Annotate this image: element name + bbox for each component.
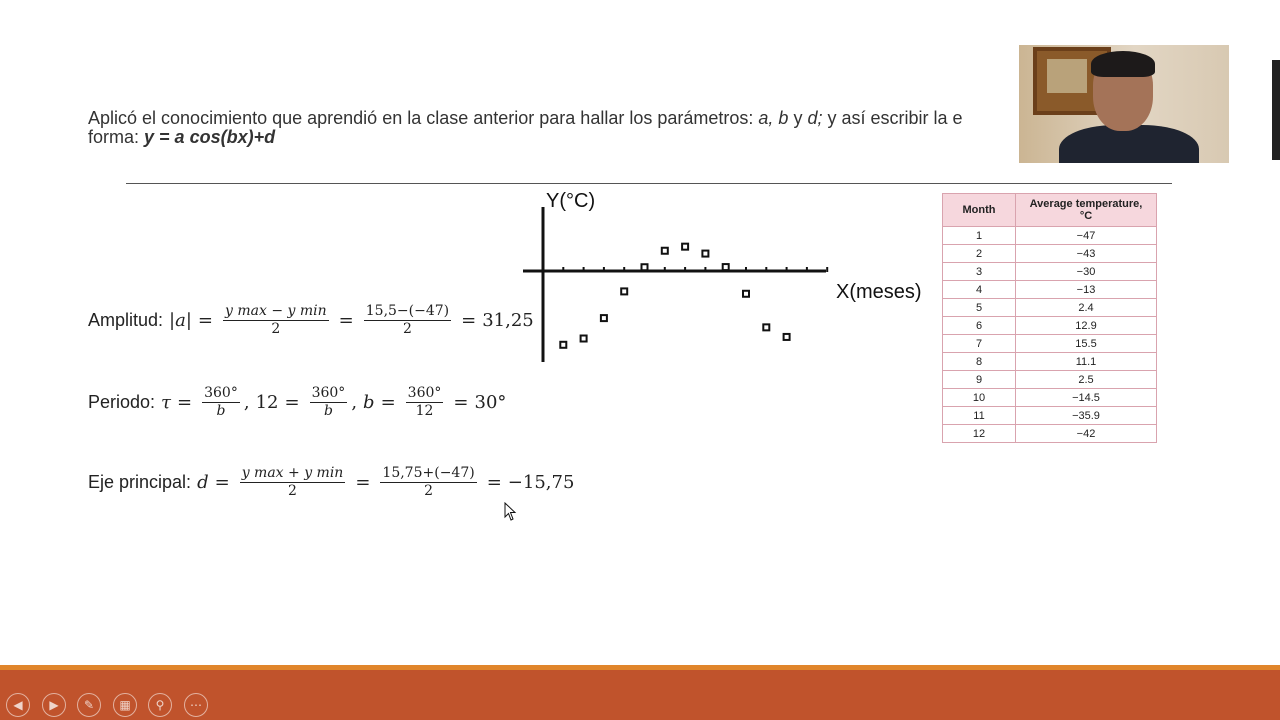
previous-icon[interactable]: ◀ bbox=[6, 693, 30, 717]
mouse-cursor-icon bbox=[504, 502, 518, 522]
periodo-tau: τ bbox=[161, 392, 172, 413]
table-cell-month: 4 bbox=[943, 281, 1016, 299]
periodo-num3: 360° bbox=[407, 385, 442, 401]
webcam-video bbox=[1019, 45, 1229, 163]
table-cell-month: 1 bbox=[943, 227, 1016, 245]
amplitud-lhs: |a| bbox=[169, 310, 192, 331]
amplitud-fraction-2 bbox=[364, 303, 451, 338]
pen-icon[interactable]: ✎ bbox=[77, 693, 101, 717]
table-cell-temperature: 2.5 bbox=[1016, 371, 1157, 389]
table-body bbox=[943, 227, 1157, 443]
data-point bbox=[581, 336, 587, 342]
eje-line: Eje principal: d = $\frac{\text{y max + y min}}{2}$ = $\frac{15,75+(-47)}{2}$ = −15,75 bbox=[88, 465, 575, 499]
intro-y-word: y bbox=[793, 108, 803, 128]
data-point bbox=[784, 334, 790, 340]
intro-line1-suffix: y así escribir la e bbox=[827, 108, 963, 128]
amplitud-num2: 15,5−(−47) bbox=[365, 303, 450, 319]
table-row bbox=[943, 425, 1157, 443]
intro-params: a, b bbox=[758, 108, 789, 128]
data-point bbox=[601, 315, 607, 321]
eje-num2: 15,75+(−47) bbox=[382, 465, 475, 481]
data-point bbox=[743, 291, 749, 297]
periodo-fraction-1 bbox=[202, 385, 240, 420]
data-point bbox=[723, 264, 729, 270]
slides-icon[interactable]: ▦ bbox=[113, 693, 137, 717]
table-cell-month: 8 bbox=[943, 353, 1016, 371]
table-cell-month: 5 bbox=[943, 299, 1016, 317]
table-row bbox=[943, 245, 1157, 263]
periodo-result: 30° bbox=[474, 392, 507, 413]
amplitud-fraction-1 bbox=[223, 303, 329, 338]
amplitud-den2: 2 bbox=[402, 321, 412, 337]
eje-den2: 2 bbox=[424, 483, 434, 499]
temperature-scatter-chart bbox=[510, 185, 940, 370]
table-header-temperature: Average temperature, °C bbox=[1016, 194, 1157, 227]
temperature-table bbox=[942, 193, 1157, 443]
data-point bbox=[560, 342, 566, 348]
table-row bbox=[943, 389, 1157, 407]
eje-lhs: d bbox=[197, 472, 209, 493]
table-row bbox=[943, 371, 1157, 389]
table-row bbox=[943, 299, 1157, 317]
amplitud-label: Amplitud: bbox=[88, 310, 164, 330]
table-cell-temperature: 2.4 bbox=[1016, 299, 1157, 317]
eje-fraction-2 bbox=[380, 465, 476, 500]
intro-line1-prefix: Aplicó el conocimiento que aprendió en la clase anterior para hallar los parámetros: bbox=[88, 108, 754, 128]
eje-den1: 2 bbox=[288, 483, 297, 499]
data-points bbox=[560, 244, 789, 348]
data-point bbox=[621, 288, 627, 294]
table-cell-temperature: −35.9 bbox=[1016, 407, 1157, 425]
amplitud-line: Amplitud: |a| = $\frac{\text{y max − y min}}{2}$ = $\frac{15,5-(-47)}{2}$ = 31,25 bbox=[88, 303, 534, 337]
table-cell-month: 3 bbox=[943, 263, 1016, 281]
table-cell-temperature: 15.5 bbox=[1016, 335, 1157, 353]
table-cell-month: 12 bbox=[943, 425, 1016, 443]
periodo-line: Periodo: τ = $\frac{360^\circ}{b}$ , 12 = $\frac{360^\circ}{b}$ , b = $\frac{360^\circ}{12}$ = 30° bbox=[88, 385, 507, 419]
table-row bbox=[943, 281, 1157, 299]
table-row bbox=[943, 317, 1157, 335]
periodo-num1: 360° bbox=[204, 385, 238, 401]
y-axis-label: Y(°C) bbox=[546, 190, 596, 212]
table-header-month: Month bbox=[943, 194, 1016, 227]
table-cell-temperature: −13 bbox=[1016, 281, 1157, 299]
data-point bbox=[682, 244, 688, 250]
table-cell-month: 2 bbox=[943, 245, 1016, 263]
periodo-den3: 12 bbox=[415, 403, 434, 419]
periodo-fraction-2 bbox=[310, 385, 348, 420]
table-row bbox=[943, 227, 1157, 245]
periodo-twelve: 12 bbox=[255, 392, 279, 413]
table-header-row bbox=[943, 194, 1157, 227]
table-cell-month: 11 bbox=[943, 407, 1016, 425]
more-icon[interactable]: ⋯ bbox=[184, 693, 208, 717]
periodo-den1: b bbox=[216, 403, 226, 419]
eje-result: −15,75 bbox=[507, 472, 575, 493]
table-cell-temperature: −43 bbox=[1016, 245, 1157, 263]
data-point bbox=[642, 264, 648, 270]
table-cell-temperature: 12.9 bbox=[1016, 317, 1157, 335]
table-cell-temperature: −42 bbox=[1016, 425, 1157, 443]
table-cell-temperature: −30 bbox=[1016, 263, 1157, 281]
data-point bbox=[763, 324, 769, 330]
right-edge-panel bbox=[1272, 60, 1280, 160]
table-row bbox=[943, 263, 1157, 281]
table-cell-temperature: −47 bbox=[1016, 227, 1157, 245]
eje-label: Eje principal: bbox=[88, 472, 192, 492]
periodo-den2: b bbox=[323, 403, 333, 419]
data-point bbox=[662, 248, 668, 254]
table-cell-month: 9 bbox=[943, 371, 1016, 389]
amplitud-num1: y max − y min bbox=[225, 303, 327, 319]
intro-text bbox=[88, 109, 963, 147]
next-icon[interactable]: ▶ bbox=[42, 693, 66, 717]
eje-num1: y max + y min bbox=[241, 465, 344, 481]
table-row bbox=[943, 335, 1157, 353]
periodo-b-var: b bbox=[363, 392, 375, 413]
periodo-fraction-3 bbox=[406, 385, 444, 420]
table-cell-month: 6 bbox=[943, 317, 1016, 335]
intro-param-d: d; bbox=[807, 108, 823, 128]
amplitud-result: 31,25 bbox=[482, 310, 534, 331]
table-row bbox=[943, 353, 1157, 371]
periodo-num2: 360° bbox=[311, 385, 346, 401]
intro-line2-prefix: forma: bbox=[88, 127, 140, 147]
eje-fraction-1 bbox=[240, 465, 346, 500]
zoom-icon[interactable]: ⚲ bbox=[148, 693, 172, 717]
data-point bbox=[702, 251, 708, 257]
amplitud-den1: 2 bbox=[271, 321, 281, 337]
table-row bbox=[943, 407, 1157, 425]
divider-line bbox=[126, 183, 1172, 184]
periodo-label: Periodo: bbox=[88, 392, 156, 412]
x-axis-label: X(meses) bbox=[836, 281, 922, 303]
table-cell-month: 10 bbox=[943, 389, 1016, 407]
table-cell-temperature: 11.1 bbox=[1016, 353, 1157, 371]
table-cell-temperature: −14.5 bbox=[1016, 389, 1157, 407]
intro-formula: y = a cos(bx)+d bbox=[144, 127, 276, 147]
table-cell-month: 7 bbox=[943, 335, 1016, 353]
